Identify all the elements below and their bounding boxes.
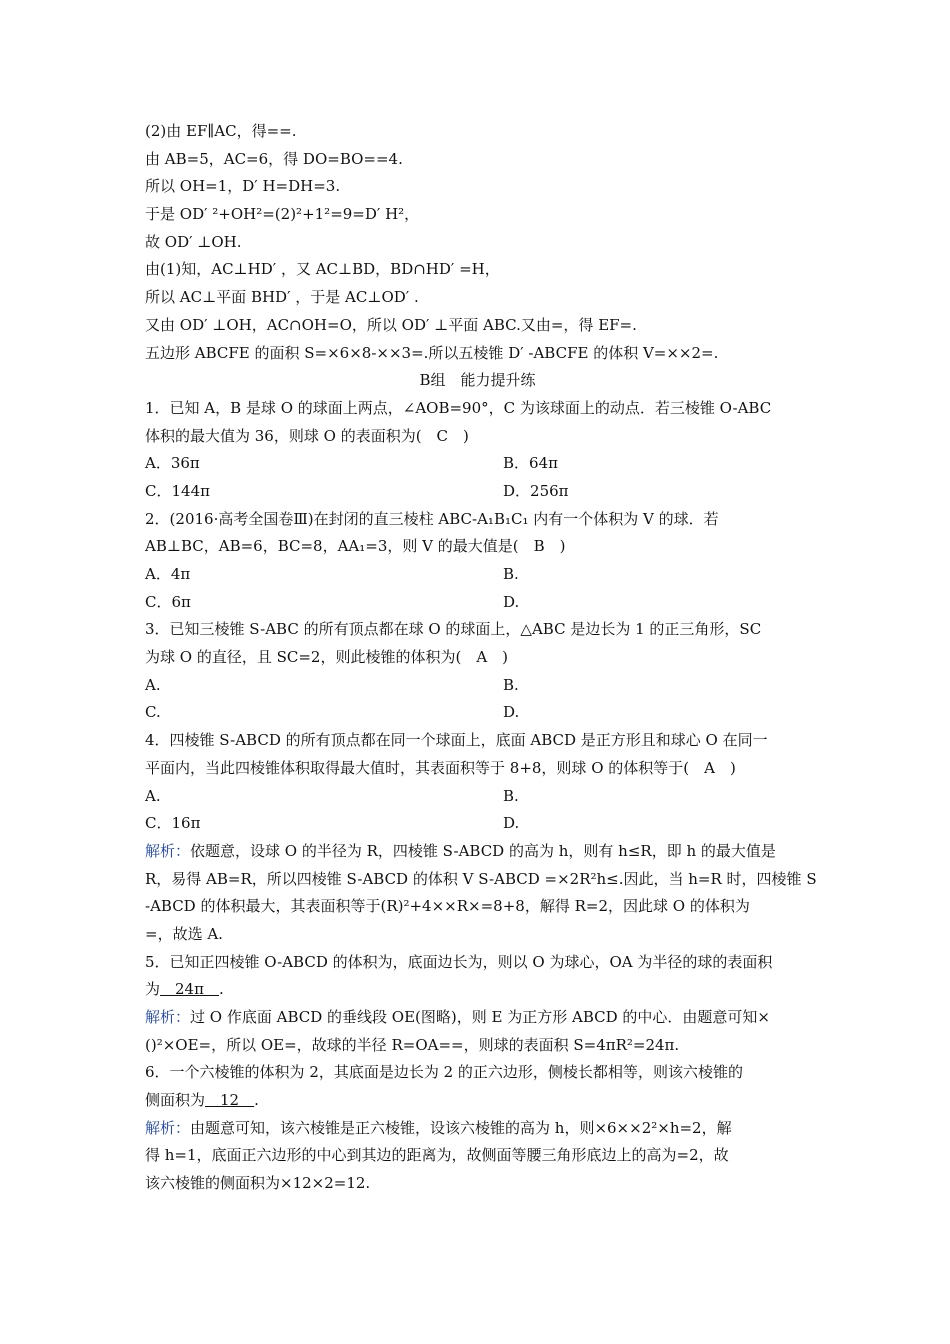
analysis-line [145, 838, 810, 866]
text-line: (2)由 EF∥AC，得==. [145, 122, 297, 140]
analysis-label: 解析： [145, 1008, 191, 1026]
text-line: 由 AB=5，AC=6，得 DO=BO==4. [145, 149, 403, 168]
analysis-line [145, 1115, 810, 1143]
options-row [145, 783, 810, 811]
answer-blank: 24π [160, 980, 219, 999]
option-c: C．6π [145, 592, 191, 611]
options-row [145, 478, 810, 506]
stem-text: . [254, 1091, 259, 1110]
analysis-line: R，易得 AB=R，所以四棱锥 S-ABCD 的体积 V S-ABCD =×2R²h≤.因此，当 h=R 时，四棱锥 S [145, 869, 817, 888]
option-c: C. [145, 703, 161, 722]
analysis-text: 依题意，设球 O 的半径为 R，四棱锥 S-ABCD 的高为 h，则有 h≤R，即 h 的最大值是 [190, 841, 776, 860]
question-2-stem: AB⊥BC，AB=6，BC=8，AA₁=3，则 V 的最大值是( B ) [145, 537, 566, 556]
text-line: 由(1)知，AC⊥HD′ ，又 AC⊥BD，BD∩HD′ =H， [145, 260, 500, 279]
analysis-line [145, 1004, 810, 1032]
stem-text: 侧面积为 [145, 1091, 206, 1110]
option-b: B. [503, 786, 519, 805]
option-d: D．256π [503, 481, 569, 500]
analysis-text: 由题意可知，该六棱锥是正六棱锥，设该六棱锥的高为 h，则×6××2²×h=2，解 [190, 1118, 732, 1137]
text-line: 五边形 ABCFE 的面积 S=×6×8-××3=.所以五棱锥 D′ -ABCFE 的体积 V=××2=. [145, 343, 719, 362]
question-5-stem: 5．已知正四棱锥 O-ABCD 的体积为，底面边长为，则以 O 为球心，OA 为半径的球的表面积 [145, 952, 773, 971]
option-a: A. [145, 675, 161, 694]
text-line: 又由 OD′ ⊥OH，AC∩OH=O，所以 OD′ ⊥平面 ABC.又由=，得 EF=. [145, 315, 637, 334]
analysis-line: =，故选 A. [145, 924, 223, 943]
section-title: B组 能力提升练 [419, 371, 536, 390]
option-d: D. [503, 592, 520, 611]
text-line: 所以 AC⊥平面 BHD′ ，于是 AC⊥OD′ . [145, 288, 419, 307]
option-d: D. [503, 814, 520, 833]
question-5-stem [145, 976, 810, 1004]
stem-text: 为 [145, 980, 161, 999]
analysis-line: 该六棱锥的侧面积为×12×2=12. [145, 1174, 371, 1193]
stem-text: . [218, 980, 224, 999]
question-3-stem: 为球 O 的直径，且 SC=2，则此棱锥的体积为( A ) [145, 648, 509, 667]
analysis-label: 解析： [145, 1118, 191, 1137]
text-line: 于是 OD′ ²+OH²=(2)²+1²=9=D′ H²， [145, 205, 420, 224]
analysis-line: -ABCD 的体积最大，其表面积等于(R)²+4××R×=8+8，解得 R=2，因此球 O 的体积为 [145, 897, 750, 916]
question-6-stem [145, 1087, 810, 1115]
answer-blank: 12 [205, 1091, 255, 1110]
option-b: B. [503, 565, 519, 583]
question-3-stem: 3．已知三棱锥 S-ABC 的所有顶点都在球 O 的球面上，△ABC 是边长为 1 的正三角形，SC [145, 620, 762, 639]
option-b: B. [503, 675, 519, 694]
analysis-label: 解析： [145, 841, 191, 860]
option-a: A．4π [145, 565, 191, 583]
options-row [145, 672, 810, 700]
option-c: C．144π [145, 481, 210, 500]
option-b: B．64π [503, 454, 558, 473]
option-d: D. [503, 703, 520, 722]
text-line: 故 OD′ ⊥OH. [145, 232, 242, 251]
analysis-text: 过 O 作底面 ABCD 的垂线段 OE(图略)，则 E 为正方形 ABCD 的中心．由题意可知× [190, 1008, 770, 1026]
option-a: A．36π [145, 454, 200, 473]
option-a: A. [145, 786, 161, 805]
question-4-stem: 平面内，当此四棱锥体积取得最大值时，其表面积等于 8+8，则球 O 的体积等于( A ) [145, 758, 736, 777]
question-2-stem: 2．(2016·高考全国卷Ⅲ)在封闭的直三棱柱 ABC-A₁B₁C₁ 内有一个体积为 V 的球．若 [145, 509, 719, 528]
options-row [145, 561, 810, 589]
question-1-stem: 1．已知 A，B 是球 O 的球面上两点，∠AOB=90°，C 为该球面上的动点．若三棱锥 O-ABC [145, 398, 772, 417]
options-row [145, 810, 810, 838]
question-1-stem: 体积的最大值为 36，则球 O 的表面积为( C ) [145, 426, 469, 445]
question-4-stem: 4．四棱锥 S-ABCD 的所有顶点都在同一个球面上，底面 ABCD 是正方形且和球心 O 在同一 [145, 731, 768, 750]
options-row [145, 589, 810, 617]
question-6-stem: 6．一个六棱锥的体积为 2，其底面是边长为 2 的正六边形，侧棱长都相等，则该六棱锥的 [145, 1063, 743, 1082]
options-row [145, 450, 810, 478]
analysis-line: 得 h=1，底面正六边形的中心到其边的距离为，故侧面等腰三角形底边上的高为=2，故 [145, 1146, 729, 1165]
text-line: 所以 OH=1，D′ H=DH=3. [145, 177, 341, 196]
page-content [145, 118, 817, 1198]
option-c: C．16π [145, 814, 201, 833]
analysis-line: ()²×OE=，所以 OE=，故球的半径 R=OA==，则球的表面积 S=4πR²=24π. [145, 1035, 680, 1054]
options-row [145, 699, 810, 727]
